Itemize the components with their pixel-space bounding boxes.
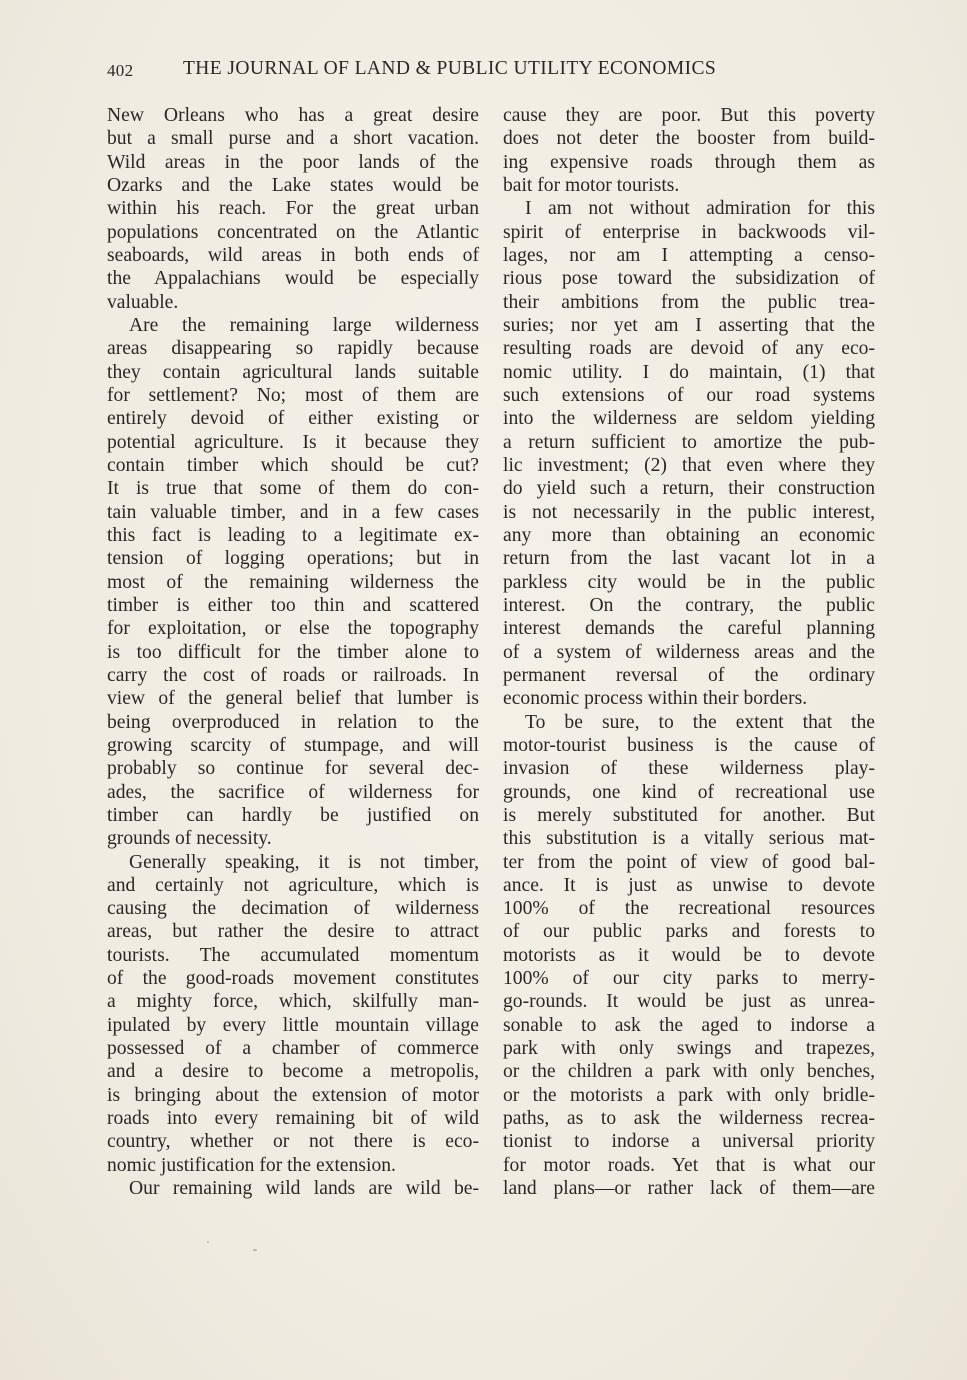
text-line: populations concentrated on the Atlantic xyxy=(107,221,479,243)
text-line: Are the remaining large wilderness xyxy=(129,314,479,336)
text-line: being overproduced in relation to the xyxy=(107,711,479,733)
text-line: Our remaining wild lands are wild be- xyxy=(129,1178,479,1200)
text-line: most of the remaining wilderness the xyxy=(107,571,479,593)
text-line: ter from the point of view of good bal- xyxy=(503,851,875,873)
text-line: suries; nor yet am I asserting that the xyxy=(503,314,875,336)
text-line: tain valuable timber, and in a few cases xyxy=(107,501,479,523)
text-line: do yield such a return, their construction xyxy=(503,478,875,500)
text-line: of the good-roads movement constitutes xyxy=(107,968,479,990)
text-line: within his reach. For the great urban xyxy=(107,198,479,220)
text-line: invasion of these wilderness play- xyxy=(503,758,875,780)
text-line: nomic justification for the extension. xyxy=(107,1154,396,1176)
text-line: permanent reversal of the ordinary xyxy=(503,664,875,686)
text-line: is bringing about the extension of motor xyxy=(107,1084,479,1106)
text-line: tionist to indorse a universal priority xyxy=(503,1131,875,1153)
text-line: or the motorists a park with only bridle- xyxy=(503,1084,875,1106)
text-line: resulting roads are devoid of any eco- xyxy=(503,338,875,360)
text-line: a return sufficient to amortize the pub- xyxy=(503,431,875,453)
text-line: any more than obtaining an economic xyxy=(503,524,875,546)
page-header xyxy=(107,58,877,88)
text-line: economic process within their borders. xyxy=(503,688,808,710)
paper-speck xyxy=(253,1249,257,1251)
text-line: roads into every remaining bit of wild xyxy=(107,1108,479,1130)
text-line: rious pose toward the subsidization of xyxy=(503,268,875,290)
text-line: nomic utility. I do maintain, (1) that xyxy=(503,361,875,383)
text-line: for exploitation, or else the topography xyxy=(107,618,479,640)
text-line: tension of logging operations; but in xyxy=(107,548,479,570)
text-line: ipulated by every little mountain village xyxy=(107,1014,479,1036)
text-line: potential agriculture. Is it because they xyxy=(107,431,479,453)
text-line: is not necessarily in the public interest, xyxy=(503,501,875,523)
text-line: motor-tourist business is the cause of xyxy=(503,734,875,756)
text-line: areas disappearing so rapidly because xyxy=(107,338,479,360)
text-line: lic investment; (2) that even where they xyxy=(503,454,875,476)
text-line: interest. On the contrary, the public xyxy=(503,594,875,616)
text-line: for settlement? No; most of them are xyxy=(107,384,479,406)
text-line: or the children a park with only benches, xyxy=(503,1061,875,1083)
paper-speck xyxy=(207,1241,209,1243)
text-line: contain timber which should be cut? xyxy=(107,454,479,476)
right-text-column xyxy=(503,104,875,1200)
text-line: interest demands the careful planning xyxy=(503,618,875,640)
text-line: probably so continue for several dec- xyxy=(107,758,479,780)
running-head: THE JOURNAL OF LAND & PUBLIC UTILITY ECONOMICS xyxy=(183,58,717,79)
text-line: possessed of a chamber of commerce xyxy=(107,1038,479,1060)
text-line: parkless city would be in the public xyxy=(503,571,875,593)
text-line: view of the general belief that lumber is xyxy=(107,688,479,710)
text-line: of a system of wilderness areas and the xyxy=(503,641,875,663)
text-line: this fact is leading to a legitimate ex- xyxy=(107,524,479,546)
text-line: for motor roads. Yet that is what our xyxy=(503,1154,875,1176)
text-line: spirit of enterprise in backwoods vil- xyxy=(503,221,875,243)
text-line: timber is either too thin and scattered xyxy=(107,594,479,616)
text-line: bait for motor tourists. xyxy=(503,174,680,196)
text-line: park with only swings and trapezes, xyxy=(503,1038,875,1060)
text-line: and certainly not agriculture, which is xyxy=(107,874,479,896)
text-line: a mighty force, which, skilfully man- xyxy=(107,991,479,1013)
text-line: sonable to ask the aged to indorse a xyxy=(503,1014,875,1036)
text-line: grounds, one kind of recreational use xyxy=(503,781,875,803)
text-line: cause they are poor. But this poverty xyxy=(503,105,875,126)
text-line: land plans—or rather lack of them—are xyxy=(503,1178,875,1200)
text-line: such extensions of our road systems xyxy=(503,384,875,406)
page-number: 402 xyxy=(107,61,134,80)
text-line: does not deter the booster from build- xyxy=(503,128,875,150)
text-line: valuable. xyxy=(107,291,179,313)
text-line: ance. It is just as unwise to devote xyxy=(503,874,875,896)
text-line: and a desire to become a metropolis, xyxy=(107,1061,479,1083)
text-line: seaboards, wild areas in both ends of xyxy=(107,244,479,266)
text-line: New Orleans who has a great desire xyxy=(107,105,479,126)
text-line: their ambitions from the public trea- xyxy=(503,291,875,313)
text-line: lages, nor am I attempting a censo- xyxy=(503,244,875,266)
text-line: 100% of the recreational resources xyxy=(503,898,875,920)
text-line: ing expensive roads through them as xyxy=(503,151,875,173)
text-line: I am not without admiration for this xyxy=(525,198,875,220)
text-line: areas, but rather the desire to attract xyxy=(107,921,479,943)
text-line: they contain agricultural lands suitable xyxy=(107,361,479,383)
text-line: Wild areas in the poor lands of the xyxy=(107,151,479,173)
text-line: 100% of our city parks to merry- xyxy=(503,968,875,990)
text-line: is merely substituted for another. But xyxy=(503,804,875,826)
text-line: growing scarcity of stumpage, and will xyxy=(107,734,479,756)
text-line: causing the decimation of wilderness xyxy=(107,898,479,920)
text-line: country, whether or not there is eco- xyxy=(107,1131,479,1153)
text-line: motorists as it would be to devote xyxy=(503,944,875,966)
text-line: into the wilderness are seldom yielding xyxy=(503,408,875,430)
left-text-column xyxy=(107,104,479,1200)
text-line: Ozarks and the Lake states would be xyxy=(107,174,479,196)
text-line: timber can hardly be justified on xyxy=(107,804,479,826)
text-line: It is true that some of them do con- xyxy=(107,478,479,500)
text-line: but a small purse and a short vacation. xyxy=(107,128,479,150)
text-line: entirely devoid of either existing or xyxy=(107,408,479,430)
text-line: grounds of necessity. xyxy=(107,828,272,850)
text-line: is too difficult for the timber alone to xyxy=(107,641,479,663)
text-line: paths, as to ask the wilderness recrea- xyxy=(503,1108,875,1130)
text-line: go-rounds. It would be just as unrea- xyxy=(503,991,875,1013)
text-line: ades, the sacrifice of wilderness for xyxy=(107,781,479,803)
text-line: return from the last vacant lot in a xyxy=(503,548,875,570)
text-line: carry the cost of roads or railroads. In xyxy=(107,664,479,686)
text-line: tourists. The accumulated momentum xyxy=(107,944,479,966)
text-line: of our public parks and forests to xyxy=(503,921,875,943)
text-line: Generally speaking, it is not timber, xyxy=(129,851,479,873)
text-line: the Appalachians would be especially xyxy=(107,268,479,290)
text-line: this substitution is a vitally serious mat- xyxy=(503,828,875,850)
text-line: To be sure, to the extent that the xyxy=(525,711,875,733)
